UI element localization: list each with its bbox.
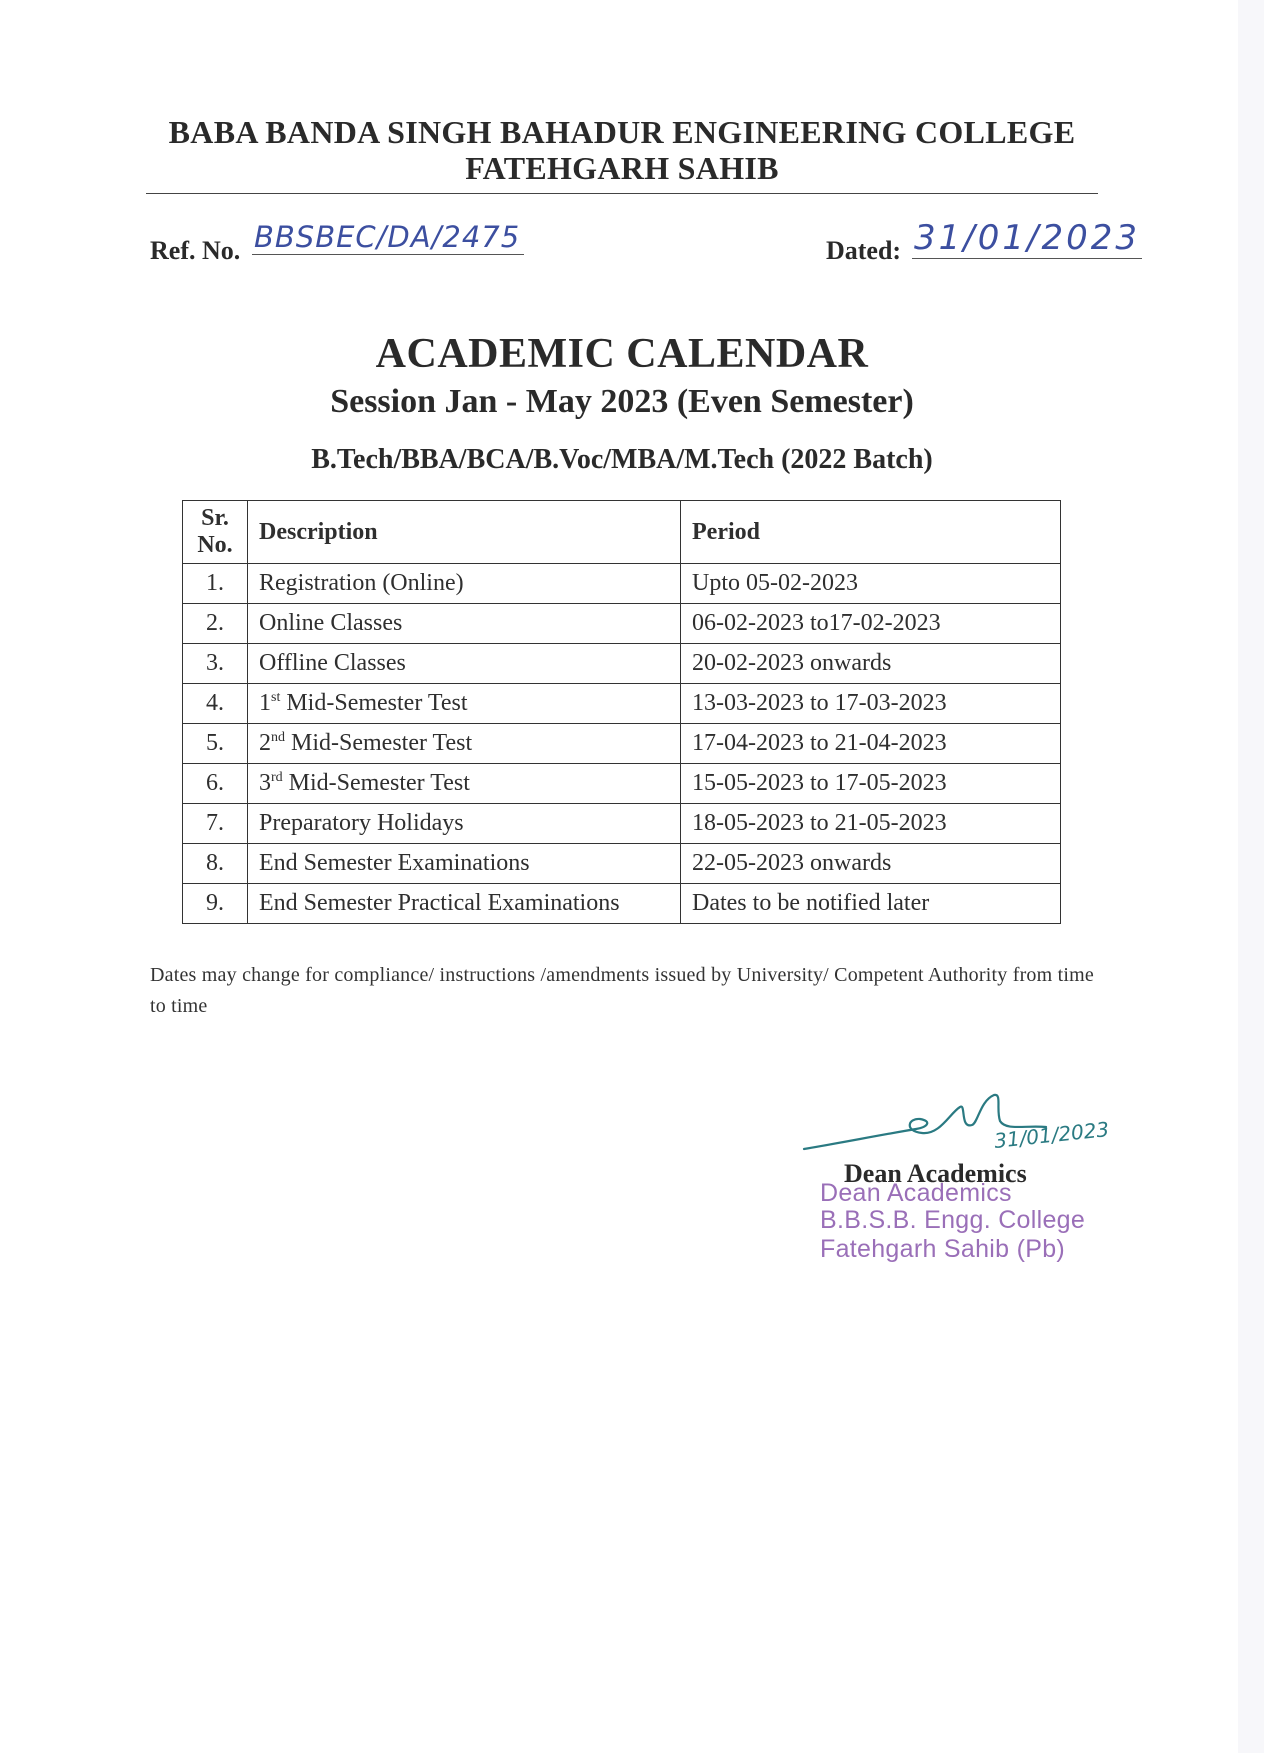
cell-sr-no: 5. <box>183 724 248 764</box>
description-text: End Semester Practical Examinations <box>259 890 620 916</box>
cell-description <box>248 684 681 724</box>
header-period: Period <box>681 501 1061 564</box>
description-text: Registration (Online) <box>259 570 464 596</box>
cell-sr-no: 9. <box>183 884 248 924</box>
ref-label: Ref. No. <box>150 236 241 265</box>
cell-sr-no: 6. <box>183 764 248 804</box>
ordinal-number: 2 <box>259 730 271 756</box>
table-row <box>183 804 1061 844</box>
cell-sr-no: 4. <box>183 684 248 724</box>
header-sr-no: Sr. No. <box>183 501 248 564</box>
cell-description <box>248 724 681 764</box>
description-text: Offline Classes <box>259 650 406 676</box>
table-body <box>183 564 1061 924</box>
cell-sr-no: 7. <box>183 804 248 844</box>
cell-period: 13-03-2023 to 17-03-2023 <box>681 684 1061 724</box>
ordinal-suffix: rd <box>271 770 283 785</box>
cell-period: 22-05-2023 onwards <box>681 844 1061 884</box>
description-text: Mid-Semester Test <box>280 690 468 716</box>
date-handwritten: 31/01/2023 <box>914 218 1140 258</box>
header-description: Description <box>248 501 681 564</box>
description-text: End Semester Examinations <box>259 850 530 876</box>
signature-date: 31/01/2023 <box>993 1117 1111 1153</box>
cell-description <box>248 604 681 644</box>
cell-description <box>248 644 681 684</box>
cell-period: Upto 05-02-2023 <box>681 564 1061 604</box>
table-row <box>183 724 1061 764</box>
stamp-line-3: Fatehgarh Sahib (Pb) <box>820 1235 1066 1263</box>
signatory-title: Dean Academics <box>844 1159 1027 1188</box>
ordinal-number: 1 <box>259 690 271 716</box>
table-row <box>183 604 1061 644</box>
cell-period: 18-05-2023 to 21-05-2023 <box>681 804 1061 844</box>
table-row <box>183 684 1061 724</box>
programs-line: B.Tech/BBA/BCA/B.Voc/MBA/M.Tech (2022 Batch) <box>311 444 933 475</box>
table-header-row <box>183 501 1061 564</box>
cell-sr-no: 2. <box>183 604 248 644</box>
cell-description <box>248 804 681 844</box>
cell-sr-no: 1. <box>183 564 248 604</box>
description-text: Mid-Semester Test <box>282 770 470 796</box>
description-text: Preparatory Holidays <box>259 810 464 836</box>
ref-number-handwritten: BBSBEC/DA/2475 <box>252 220 524 255</box>
cell-description <box>248 764 681 804</box>
stamp-line-1: Dean Academics <box>820 1179 1012 1207</box>
institute-location: FATEHGARH SAHIB <box>465 150 779 186</box>
stamp-line-2: B.B.S.B. Engg. College <box>820 1206 1086 1234</box>
cell-sr-no: 3. <box>183 644 248 684</box>
calendar-table <box>182 500 1061 924</box>
institute-name: BABA BANDA SINGH BAHADUR ENGINEERING COLLEGE <box>168 114 1076 150</box>
cell-description <box>248 564 681 604</box>
cell-sr-no: 8. <box>183 844 248 884</box>
document-header <box>150 114 1094 186</box>
cell-period: 15-05-2023 to 17-05-2023 <box>681 764 1061 804</box>
disclaimer-note: Dates may change for compliance/ instructions /amendments issued by University/ Competent Authority from time to time <box>150 964 1094 1017</box>
cell-description <box>248 884 681 924</box>
cell-description <box>248 844 681 884</box>
cell-period: 06-02-2023 to17-02-2023 <box>681 604 1061 644</box>
description-text: Mid-Semester Test <box>285 730 473 756</box>
table-row <box>183 644 1061 684</box>
ordinal-suffix: st <box>271 690 281 705</box>
table-row <box>183 564 1061 604</box>
signature-block <box>800 1085 1140 1265</box>
session-subtitle: Session Jan - May 2023 (Even Semester) <box>330 383 914 420</box>
ordinal-number: 3 <box>259 770 271 796</box>
ordinal-suffix: nd <box>271 730 285 745</box>
table-row <box>183 884 1061 924</box>
cell-period: 20-02-2023 onwards <box>681 644 1061 684</box>
header-divider <box>146 193 1098 194</box>
table-row <box>183 844 1061 884</box>
table-row <box>183 764 1061 804</box>
description-text: Online Classes <box>259 610 403 636</box>
dated-label: Dated: <box>826 236 902 265</box>
cell-period: 17-04-2023 to 21-04-2023 <box>681 724 1061 764</box>
cell-period: Dates to be notified later <box>681 884 1061 924</box>
document-title: ACADEMIC CALENDAR <box>375 331 869 377</box>
